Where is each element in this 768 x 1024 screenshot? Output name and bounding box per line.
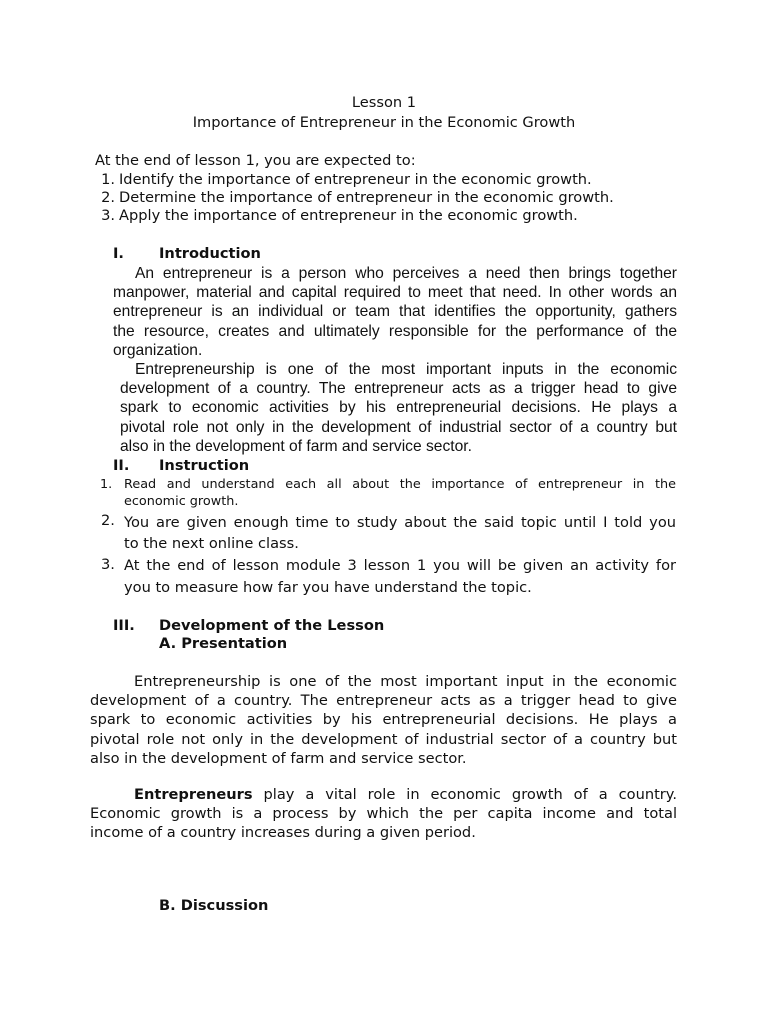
presentation-paragraph-1: Entrepreneurship is one of the most important input in the economic development of a country. The entrepreneur acts as a trigger head to give spark to economic activities by his entrepreneurial decisions. He plays a pivotal role not only in the development of industrial sector of a country but also in the development of farm and service sector. — [90, 673, 677, 767]
subsection-heading-discussion: B. Discussion — [159, 897, 269, 914]
instruction-item: You are given enough time to study about the said topic until I told you to the next online class. — [124, 514, 676, 552]
objective-item: 2. Determine the importance of entrepreneur in the economic growth. — [101, 189, 614, 206]
paragraph-first-line: Entrepreneurs play a vital role in economic growth of a country. — [134, 786, 677, 803]
section-heading-introduction: I. Introduction — [113, 245, 261, 262]
instruction-item: At the end of lesson module 3 lesson 1 you will be given an activity for you to measure how far you have understand the topic. — [124, 557, 676, 596]
instruction-num: 2. — [101, 512, 115, 529]
presentation-paragraph-2: Entrepreneurs play a vital role in economic growth of a country. Economic growth is a process by which the per capita income and total income of a country increases during a given period. — [90, 786, 677, 842]
objective-item: 1. Identify the importance of entrepreneur in the economic growth. — [101, 171, 592, 188]
introduction-paragraph-1: An entrepreneur is a person who perceives a need then brings together manpower, material and capital required to meet that need. In other words an entrepreneur is an individual or team that identifies the opportunity, gathers the resource, creates and ultimately responsible for the performance of the organization. — [113, 265, 677, 359]
objective-item: 3. Apply the importance of entrepreneur in the economic growth. — [101, 207, 578, 224]
section-heading-development: III. Development of the Lesson — [113, 617, 385, 634]
instruction-num: 3. — [101, 556, 115, 573]
lesson-title: Importance of Entrepreneur in the Economic Growth — [192, 114, 576, 131]
instruction-num: 1. — [100, 477, 113, 492]
objectives-intro: At the end of lesson 1, you are expected to: — [95, 152, 416, 169]
subsection-heading-presentation: A. Presentation — [159, 635, 288, 652]
term-entrepreneurs: Entrepreneurs — [134, 786, 253, 803]
lesson-number: Lesson 1 — [351, 94, 417, 111]
introduction-paragraph-2: Entrepreneurship is one of the most important inputs in the economic development of a country. The entrepreneur acts as a trigger head to give spark to economic activities by his entrepreneurial decisions. He plays a pivotal role not only in the development of industrial sector of a country but also in the development of farm and service sector. — [120, 361, 677, 455]
section-heading-instruction: II. Instruction — [113, 457, 250, 474]
instruction-item: Read and understand each all about the importance of entrepreneur in the economic growth. — [124, 477, 676, 509]
